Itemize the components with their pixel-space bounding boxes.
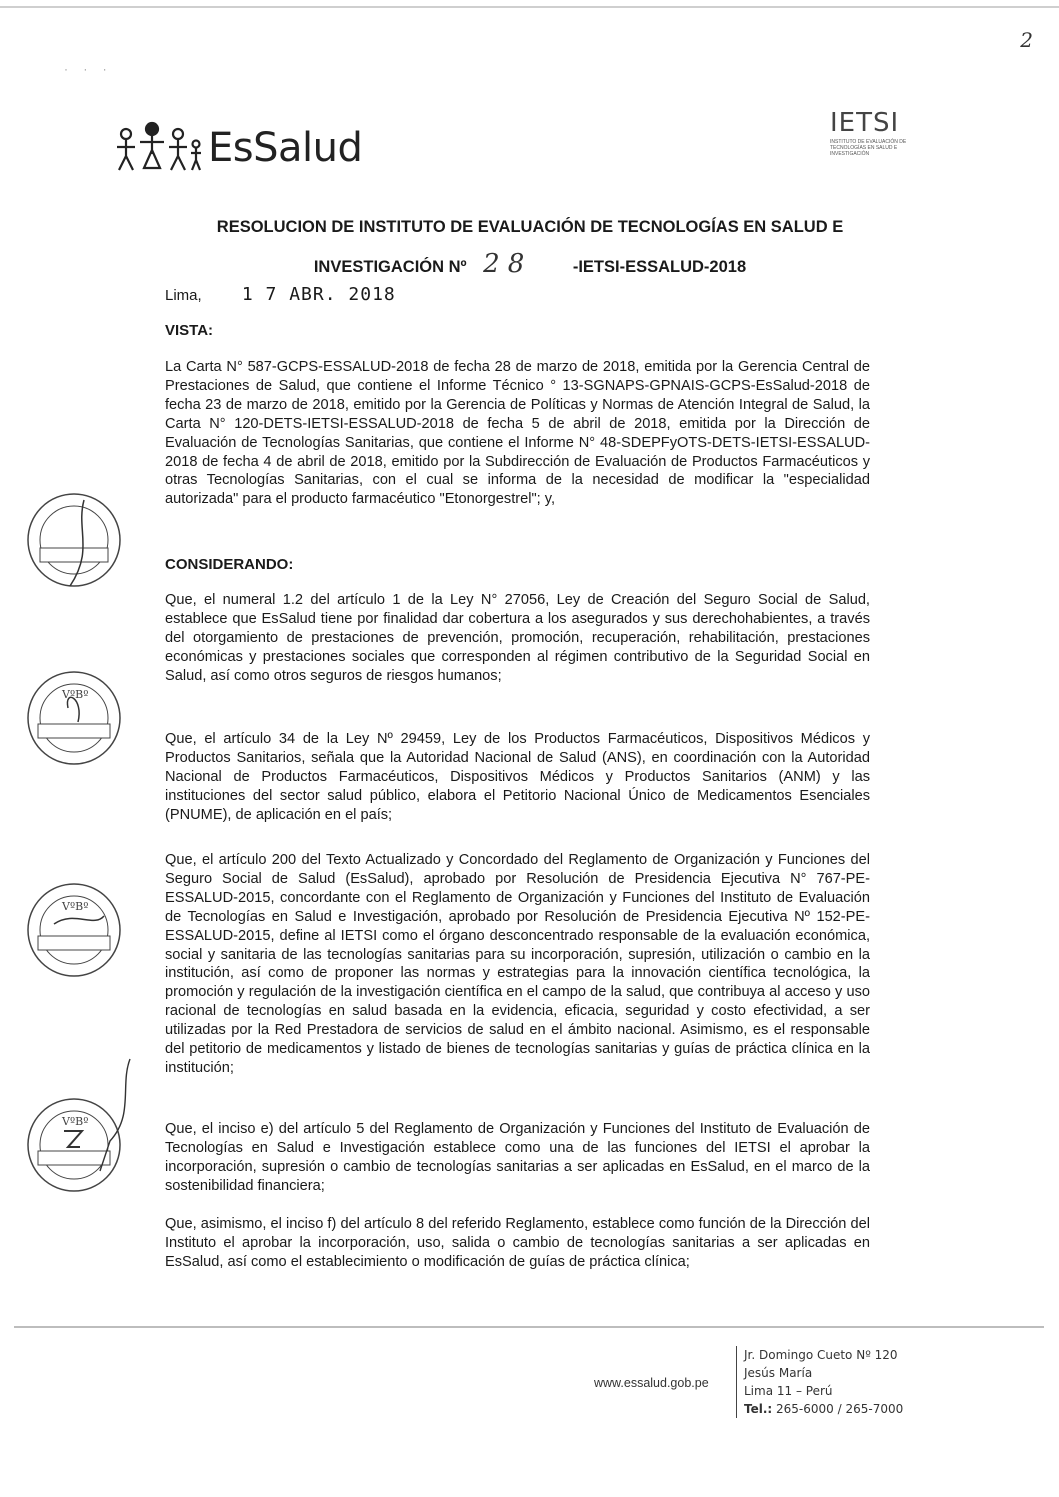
phone-number: 265-6000 / 265-7000 — [776, 1402, 904, 1416]
considerando-paragraph-1: Que, el numeral 1.2 del artículo 1 de la Ley N° 27056, Ley de Creación del Seguro Social de Salud, establece que EsSalud tiene por finalidad dar cobertura a los asegurados y sus derechohabientes, a través del otorgamiento de prestaciones de prevención, promoción, recuperación, rehabilitación, prestaciones económicas y prestaciones sociales que corresponden al régimen contributivo de la Seguridad Social en Salud, así como otros seguros de riesgos humanos; — [165, 592, 870, 684]
date-place: Lima, — [165, 287, 202, 304]
considerando-paragraph-3: Que, el artículo 200 del Texto Actualizado y Concordado del Reglamento de Organización y Funciones del Seguro Social de Salud (EsSalud), aprobado por Resolución de Presidencia Ejecutiva N° 767-PE-ESSALUD-2015, concordante con el Reglamento de Organización y Funciones del Instituto de Evaluación de Tecnologías en Salud e Investigación, aprobado por Resolución de Presidencia Ejecutiva Nº 152-PE-ESSALUD-2015, define al IETSI como el órgano desconcentrado responsable de la evaluación económica, social y sanitaria de las tecnologías sanitarias para su incorporación, supresión, utilización o cambio en la institución, así como de proponer las normas y estrategias para la innovación científica tecnológica, la promoción y regulación de la investigación científica en el campo de la salud, que contribuya al acceso y uso racional de tecnologías en salud basada en la evidencia, eficacia, seguridad y costo efectividad, a ser utilizadas por la Red Prestadora de servicios de salud en el ámbito nacional. Asimismo, es el responsable del petitorio de medicamentos y listado de bienes de tecnologías sanitarias y guías de práctica clínica en la institución; — [165, 852, 870, 1076]
title-prefix: INVESTIGACIÓN Nº — [313, 258, 467, 276]
signature-line — [90, 1055, 140, 1175]
title-suffix: -IETSI-ESSALUD-2018 — [572, 258, 747, 276]
date-line — [165, 284, 396, 305]
stamp-seal-2 — [24, 668, 124, 768]
scan-top-edge — [0, 6, 1059, 8]
scan-marks: · · · — [64, 62, 113, 76]
svg-text:VºBº: VºBº — [62, 1115, 89, 1128]
footer-address — [744, 1346, 903, 1418]
footer-divider — [736, 1346, 737, 1418]
phone-label: Tel.: — [744, 1402, 773, 1416]
handwritten-number: 28 — [483, 249, 533, 279]
footer-rule — [14, 1326, 1044, 1328]
phone-line — [744, 1400, 903, 1418]
vista-paragraph: La Carta N° 587-GCPS-ESSALUD-2018 de fecha 28 de marzo de 2018, emitida por la Gerencia Central de Prestaciones de Salud, que contiene el Informe Técnico ° 13-SGNAPS-GPNAIS-GCPS-EsSalud-2018 de fecha 23 de marzo de 2018, emitido por la Gerencia de Políticas y Normas de Atención Integral de Salud, la Carta N° 120-DETS-IETSI-ESSALUD-2018 de fecha 5 de abril de 2018, emitida por la Dirección de Evaluación de Tecnologías Sanitarias, que contiene el Informe N° 48-SDEPFyOTS-DETS-IETSI-ESSALUD-2018 de fecha 4 de abril de 2018, emitido por la Subdirección de Evaluación de Productos Farmacéuticos y otras Tecnologías Sanitarias, con el cual se informa de la necesidad de modificar la "especialidad autorizada" para el producto farmacéutico "Etonorgestrel"; y, — [165, 359, 870, 508]
date-stamp: 1 7 ABR. 2018 — [241, 284, 396, 305]
resolution-title-line2 — [130, 249, 930, 279]
page-mark: 2 — [1020, 28, 1033, 52]
considerando-paragraph-4: Que, el inciso e) del artículo 5 del Reglamento de Organización y Funciones del Instituto de Evaluación de Tecnologías en Salud e Investigación establece como una de las funciones del IETSI el aprobar la incorporación, supresión o cambio de tecnologías sanitarias a ser aplicadas en EsSalud, en el marco de la sostenibilidad financiera; — [165, 1121, 870, 1194]
ietsi-subtitle: INSTITUTO DE EVALUACIÓN DE TECNOLOGÍAS EN SALUD E INVESTIGACIÓN — [830, 139, 907, 157]
resolution-title-line1: RESOLUCION DE INSTITUTO DE EVALUACIÓN DE TECNOLOGÍAS EN SALUD E — [216, 218, 844, 236]
considerando-paragraph-5: Que, asimismo, el inciso f) del artículo 8 del referido Reglamento, establece como función de la Dirección del Instituto el aprobar la incorporación, uso, salida o cambio de tecnologías sanitarias a ser aplicadas en EsSalud, así como el establecimiento o modificación de guías de práctica clínica; — [165, 1216, 870, 1270]
ietsi-title: IETSI — [830, 108, 900, 138]
address-line-2: Jesús María — [744, 1366, 813, 1380]
considerando-heading: CONSIDERANDO: — [165, 556, 294, 573]
ietsi-logo — [830, 110, 910, 157]
considerando-paragraph-2: Que, el artículo 34 de la Ley Nº 29459, Ley de los Productos Farmacéuticos, Dispositivos Médicos y Productos Sanitarios, señala que la Autoridad Nacional de Salud (ANS), en coordinación con la Autoridad Nacional de Productos Farmacéuticos, Dispositivos Médicos y Productos Sanitarios (ANM) y las instituciones del sector salud público, elabora el Petitorio Nacional Único de Medicamentos Esenciales (PNUME), de aplicación en el país; — [165, 731, 870, 823]
family-figures-icon — [112, 120, 202, 176]
svg-text:VºBº: VºBº — [62, 900, 89, 913]
essalud-logo — [112, 118, 362, 178]
stamp-seal-1 — [24, 490, 124, 590]
stamp-seal-3 — [24, 880, 124, 980]
address-line-3: Lima 11 – Perú — [744, 1384, 833, 1398]
vista-heading: VISTA: — [165, 322, 214, 339]
address-line-1: Jr. Domingo Cueto Nº 120 — [744, 1348, 898, 1362]
footer-website: www.essalud.gob.pe — [594, 1376, 709, 1390]
svg-text:VºBº: VºBº — [62, 688, 89, 701]
essalud-wordmark: EsSalud — [208, 125, 363, 171]
